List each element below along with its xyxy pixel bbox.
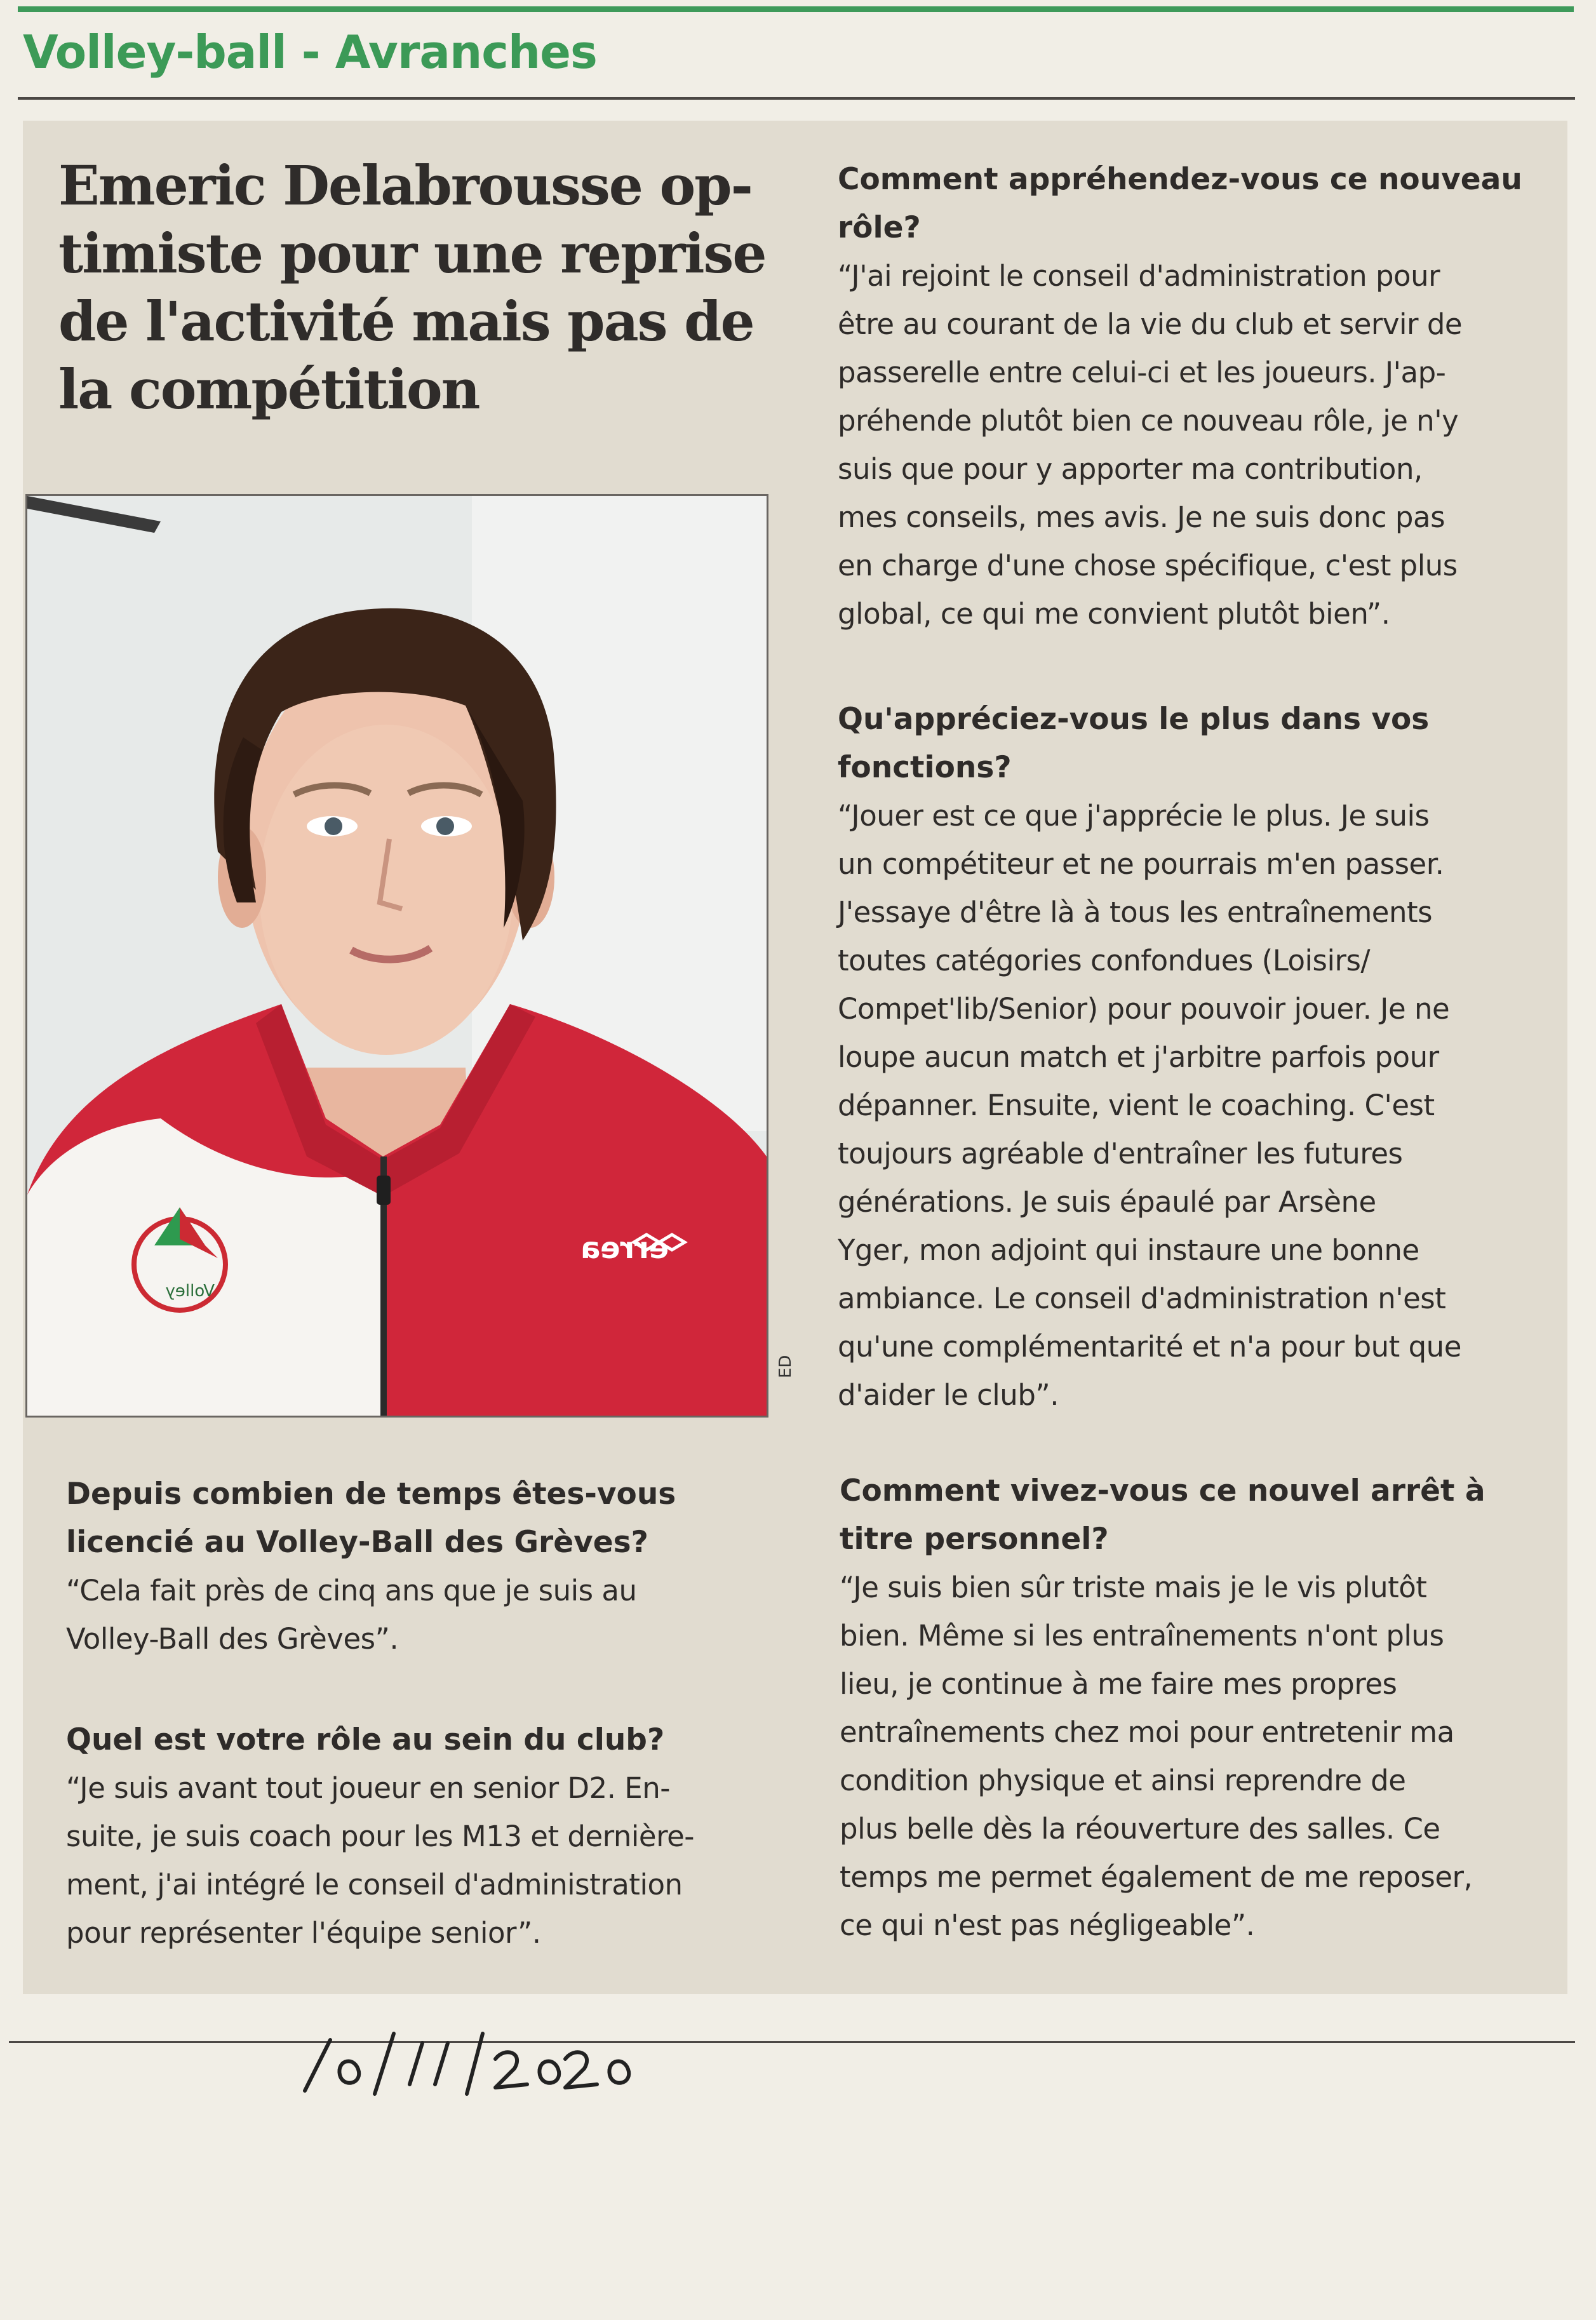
- answer-1: “Cela fait près de cinq ans que je suis au Volley-Ball des Grèves”.: [66, 1574, 637, 1656]
- question-2: Quel est votre rôle au sein du club?: [66, 1722, 665, 1757]
- photo-credit: ED: [776, 1355, 795, 1378]
- qa-block-1: [66, 1470, 765, 1663]
- answer-2: “Je suis avant tout joueur en senior D2. En- suite, je suis coach pour les M13 et dernière- ment, j'ai intégré le conseil d'administration pour représenter l'équipe senior”.: [66, 1771, 695, 1950]
- headline-line: de l'activité mais pas de: [58, 290, 754, 354]
- rubric-divider: [18, 97, 1575, 100]
- question-3: Comment appréhendez-vous ce nouveau rôle?: [838, 162, 1522, 245]
- svg-text:Volley: Volley: [165, 1282, 215, 1301]
- section-rubric: Volley-ball - Avranches: [23, 25, 597, 79]
- answer-3: “J'ai rejoint le conseil d'administration pour être au courant de la vie du club et servir de passerelle entre celui-ci et les joueurs. J'ap- préhende plutôt bien ce nouveau rôle, je n'y suis que pour y apporter ma contribution, mes conseils, mes avis. Je ne suis donc pas en charge d'une chose spécifique, c'est plus global, ce qui me convient plutôt bien”.: [838, 259, 1463, 631]
- headline-line: Emeric Delabrousse op-: [58, 154, 752, 218]
- answer-4: “Jouer est ce que j'apprécie le plus. Je suis un compétiteur et ne pourrais m'en passer. J'essaye d'être là à tous les entraînements toutes catégories confondues (Loisirs/ Compet'lib/Senior) pour pouvoir jouer. Je ne loupe aucun match et j'arbitre parfois pour dépanner. Ensuite, vient le coaching. C'est toujours agréable d'entraîner les futures générations. Je suis épaulé par Arsène Yger, mon adjoint qui instaure une bonne ambiance. Le conseil d'administration n'est qu'une complémentarité et n'a pour but que d'aider le club”.: [838, 799, 1461, 1412]
- svg-text:errea: errea: [580, 1231, 669, 1265]
- qa-block-2: [66, 1716, 765, 1957]
- qa-block-5: [840, 1467, 1557, 1950]
- qa-block-3: [838, 156, 1555, 638]
- top-green-rule: [18, 6, 1574, 12]
- headline-line: timiste pour une reprise: [58, 222, 766, 286]
- headline: [58, 152, 789, 424]
- question-1: Depuis combien de temps êtes-vous licencié au Volley-Ball des Grèves?: [66, 1477, 676, 1560]
- headline-line: la compétition: [58, 358, 479, 422]
- handwritten-date: [298, 2015, 654, 2107]
- portrait-photo: [25, 494, 768, 1418]
- qa-block-4: [838, 695, 1555, 1419]
- question-5: Comment vivez-vous ce nouvel arrêt à titre personnel?: [840, 1473, 1485, 1557]
- question-4: Qu'appréciez-vous le plus dans vos fonctions?: [838, 702, 1430, 785]
- article-panel: [23, 121, 1567, 1994]
- bottom-divider: [9, 2041, 1575, 2043]
- answer-5: “Je suis bien sûr triste mais je le vis plutôt bien. Même si les entraînements n'ont plus lieu, je continue à me faire mes propres entraînements chez moi pour entretenir ma condition physique et ainsi reprendre de plus belle dès la réouverture des salles. Ce temps me permet également de me reposer, ce qui n'est pas négligeable”.: [840, 1571, 1473, 1942]
